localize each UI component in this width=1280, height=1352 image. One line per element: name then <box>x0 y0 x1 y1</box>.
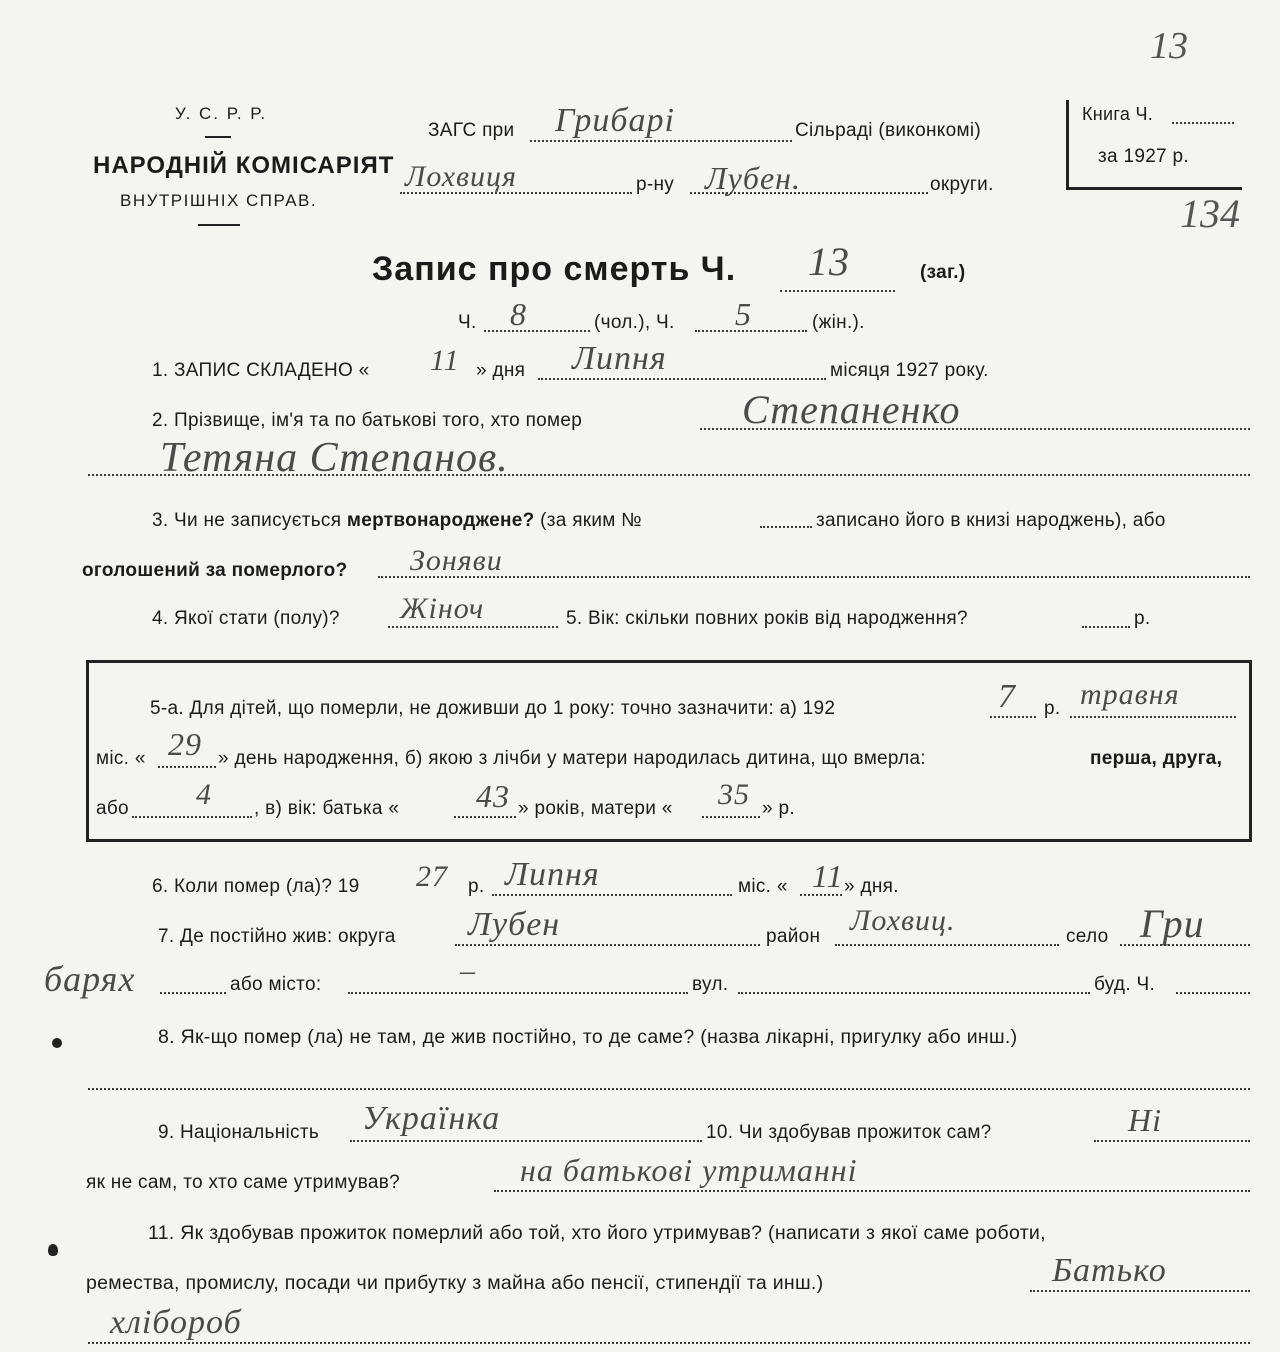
field-2-surname-handwritten: Степаненко <box>742 387 961 432</box>
field-1-label: 1. ЗАПИС СКЛАДЕНО « <box>152 360 370 381</box>
okruha-handwritten: Лубен. <box>705 160 802 196</box>
count-prefix: Ч. <box>458 312 477 333</box>
page-number: 13 <box>1150 25 1188 67</box>
field-7-okruha-handwritten: Лубен <box>468 906 561 943</box>
male-count-handwritten: 8 <box>510 296 527 332</box>
field-7-bud-label: буд. Ч. <box>1094 974 1156 995</box>
field-7-raion-label: район <box>766 926 821 947</box>
field-7-raion-handwritten: Лохвиц. <box>850 904 956 937</box>
raion-handwritten: Лохвиця <box>405 160 517 193</box>
dotted-line <box>158 766 216 768</box>
dotted-line <box>738 992 1090 994</box>
dotted-line <box>492 894 732 896</box>
field-3-label-b: (за яким № <box>540 510 642 531</box>
field-5a-father-age-handwritten: 43 <box>476 778 510 814</box>
field-11-answer-handwritten: Батько <box>1052 1252 1167 1289</box>
field-7-selo-handwritten: Гри <box>1140 901 1205 946</box>
record-number-handwritten: 13 <box>808 239 850 284</box>
okruha-label: округи. <box>930 174 994 195</box>
field-7-selo-continued-handwritten: барях <box>44 959 136 999</box>
book-year: за 1927 р. <box>1098 146 1189 167</box>
female-count-label: (жін.). <box>812 312 865 333</box>
field-1-dnia: » дня <box>476 360 526 381</box>
field-5a-line1: 5-а. Для дітей, що померли, не доживши до 1 року: точно зазначити: а) 192 <box>150 698 836 719</box>
dotted-line <box>88 1342 1250 1344</box>
field-5a-mother-age-handwritten: 35 <box>718 778 750 811</box>
field-5-tail: р. <box>1134 608 1151 629</box>
field-1-month-handwritten: Липня <box>572 340 667 377</box>
field-4-label: 4. Якої стати (полу)? <box>152 608 340 629</box>
field-6-year-handwritten: 27 <box>416 860 448 893</box>
dotted-line <box>1070 716 1236 718</box>
field-5a-order-handwritten: 4 <box>196 778 212 811</box>
field-5a-order-options: перша, друга, <box>1090 748 1223 769</box>
zags-village-handwritten: Грибарі <box>555 102 675 139</box>
dotted-line <box>454 816 516 818</box>
field-6-label: 6. Коли помер (ла)? 19 <box>152 876 360 897</box>
department-label: ВНУТРІШНІХ СПРАВ. <box>120 191 318 210</box>
field-11-line2: ремества, промислу, посади чи прибутку з майна або пенсії, стипендії та инш.) <box>86 1272 824 1294</box>
field-10-label: 10. Чи здобував прожиток сам? <box>706 1122 992 1143</box>
dotted-line <box>348 992 688 994</box>
binding-hole-mark <box>52 1038 62 1048</box>
field-5a-abo: або <box>96 798 129 819</box>
field-9-label: 9. Національність <box>158 1122 320 1143</box>
dotted-line <box>160 992 226 994</box>
dotted-line <box>760 526 812 528</box>
male-count-label: (чол.), Ч. <box>594 312 675 333</box>
field-7-misto-label: або місто: <box>230 974 322 995</box>
divider <box>205 136 231 138</box>
field-1-tail: місяця 1927 року. <box>830 360 989 381</box>
dotted-line <box>690 192 928 194</box>
field-3-label-a: 3. Чи не записується <box>152 510 342 531</box>
field-8-label: 8. Як-що помер (ла) не там, де жив постійно, то де саме? (назва лікарні, пригулку або инш.) <box>158 1026 1018 1048</box>
divider <box>198 224 240 226</box>
field-7-selo-label: село <box>1066 926 1109 947</box>
infant-box-border <box>86 660 89 842</box>
infant-box-border <box>86 839 1252 842</box>
dotted-line <box>1172 122 1234 124</box>
field-5a-rokiv: » років, матери « <box>518 798 673 819</box>
dotted-line <box>1094 1140 1250 1142</box>
binding-hole-mark <box>48 1244 58 1256</box>
field-5a-vik: , в) вік: батька « <box>254 798 400 819</box>
dotted-line <box>378 576 1250 578</box>
field-5-label: 5. Вік: скільки повних років від народження? <box>566 608 968 629</box>
field-5a-line2: » день народження, б) якою з лічби у матери народилась дитина, що вмерла: <box>218 748 926 769</box>
commissariat-title: НАРОДНІЙ КОМІСАРІЯТ <box>93 152 395 179</box>
title-suffix: (заг.) <box>920 262 966 283</box>
field-6-r: р. <box>468 876 485 897</box>
field-10-continued-label: як не сам, то хто саме утримував? <box>86 1172 401 1193</box>
field-5a-r2: » р. <box>762 798 795 819</box>
dotted-line <box>1176 992 1250 994</box>
dotted-line <box>530 140 792 142</box>
field-5a-day-handwritten: 29 <box>168 726 202 762</box>
zags-prefix: ЗАГС при <box>428 120 515 141</box>
field-5a-year-handwritten: 7 <box>998 678 1016 715</box>
infant-box-border <box>86 660 1252 663</box>
dotted-line <box>350 1140 702 1142</box>
dotted-line <box>1082 626 1130 628</box>
field-3-declared-dead: оголошений за померлого? <box>82 560 348 581</box>
field-7-vul-label: вул. <box>692 974 729 995</box>
dotted-line <box>1120 944 1250 946</box>
dotted-line <box>780 290 895 292</box>
dotted-line <box>800 894 842 896</box>
field-6-mis: міс. « <box>738 876 788 897</box>
field-5a-mis: міс. « <box>96 748 146 769</box>
field-3-stillborn: мертвонароджене? <box>346 510 535 531</box>
republic-label: У. С. Р. Р. <box>175 104 268 123</box>
dotted-line <box>400 192 632 194</box>
raion-label: р-ну <box>636 174 675 195</box>
field-11-line1: 11. Як здобував прожиток померлий або той, хто його утримував? (написати з якої саме роботи, <box>148 1222 1046 1244</box>
dotted-line <box>990 716 1036 718</box>
field-7-label: 7. Де постійно жив: округа <box>158 926 396 947</box>
field-10-answer-handwritten: Ні <box>1128 1102 1162 1138</box>
dotted-line <box>702 816 760 818</box>
council-label: Сільраді (виконкомі) <box>795 120 981 141</box>
book-box-border <box>1066 187 1242 190</box>
field-10-supporter-handwritten: на батькові утриманні <box>520 1152 858 1188</box>
field-3-line <box>152 510 642 532</box>
record-title: Запис про смерть Ч. <box>372 250 737 288</box>
female-count-handwritten: 5 <box>735 296 752 332</box>
field-6-day-handwritten: 11 <box>812 858 844 894</box>
dotted-line <box>494 1190 1250 1192</box>
book-label: Книга Ч. <box>1082 104 1154 124</box>
dotted-line <box>132 816 252 818</box>
dotted-line <box>484 330 590 332</box>
field-4-answer-handwritten: Жіноч <box>400 592 485 625</box>
field-2-name-handwritten: Тетяна Степанов. <box>160 435 509 481</box>
field-7-misto-handwritten: – <box>460 954 476 987</box>
field-6-tail: » дня. <box>844 876 899 897</box>
field-2-label: 2. Прізвище, ім'я та по батькові того, хто помер <box>152 410 583 431</box>
dotted-line <box>388 626 558 628</box>
dotted-line <box>1030 1290 1250 1292</box>
field-9-answer-handwritten: Українка <box>362 1100 501 1137</box>
field-1-day-handwritten: 11 <box>430 344 460 377</box>
field-6-month-handwritten: Липня <box>505 856 600 893</box>
dotted-line <box>88 1088 1250 1090</box>
dotted-line <box>88 474 1250 476</box>
field-3-label-c: записано його в книзі народжень), або <box>816 510 1166 531</box>
side-number: 134 <box>1180 191 1240 236</box>
dotted-line <box>538 378 826 380</box>
field-5a-r: р. <box>1044 698 1061 719</box>
dotted-line <box>695 330 807 332</box>
infant-box-border <box>1249 660 1252 842</box>
field-11-answer2-handwritten: хлібороб <box>110 1304 242 1341</box>
dotted-line <box>835 944 1059 946</box>
dotted-line <box>700 428 1250 430</box>
field-3-answer-handwritten: Зоняви <box>410 544 503 577</box>
field-5a-month-handwritten: травня <box>1080 678 1180 711</box>
dotted-line <box>455 944 760 946</box>
book-box-border <box>1066 100 1069 190</box>
